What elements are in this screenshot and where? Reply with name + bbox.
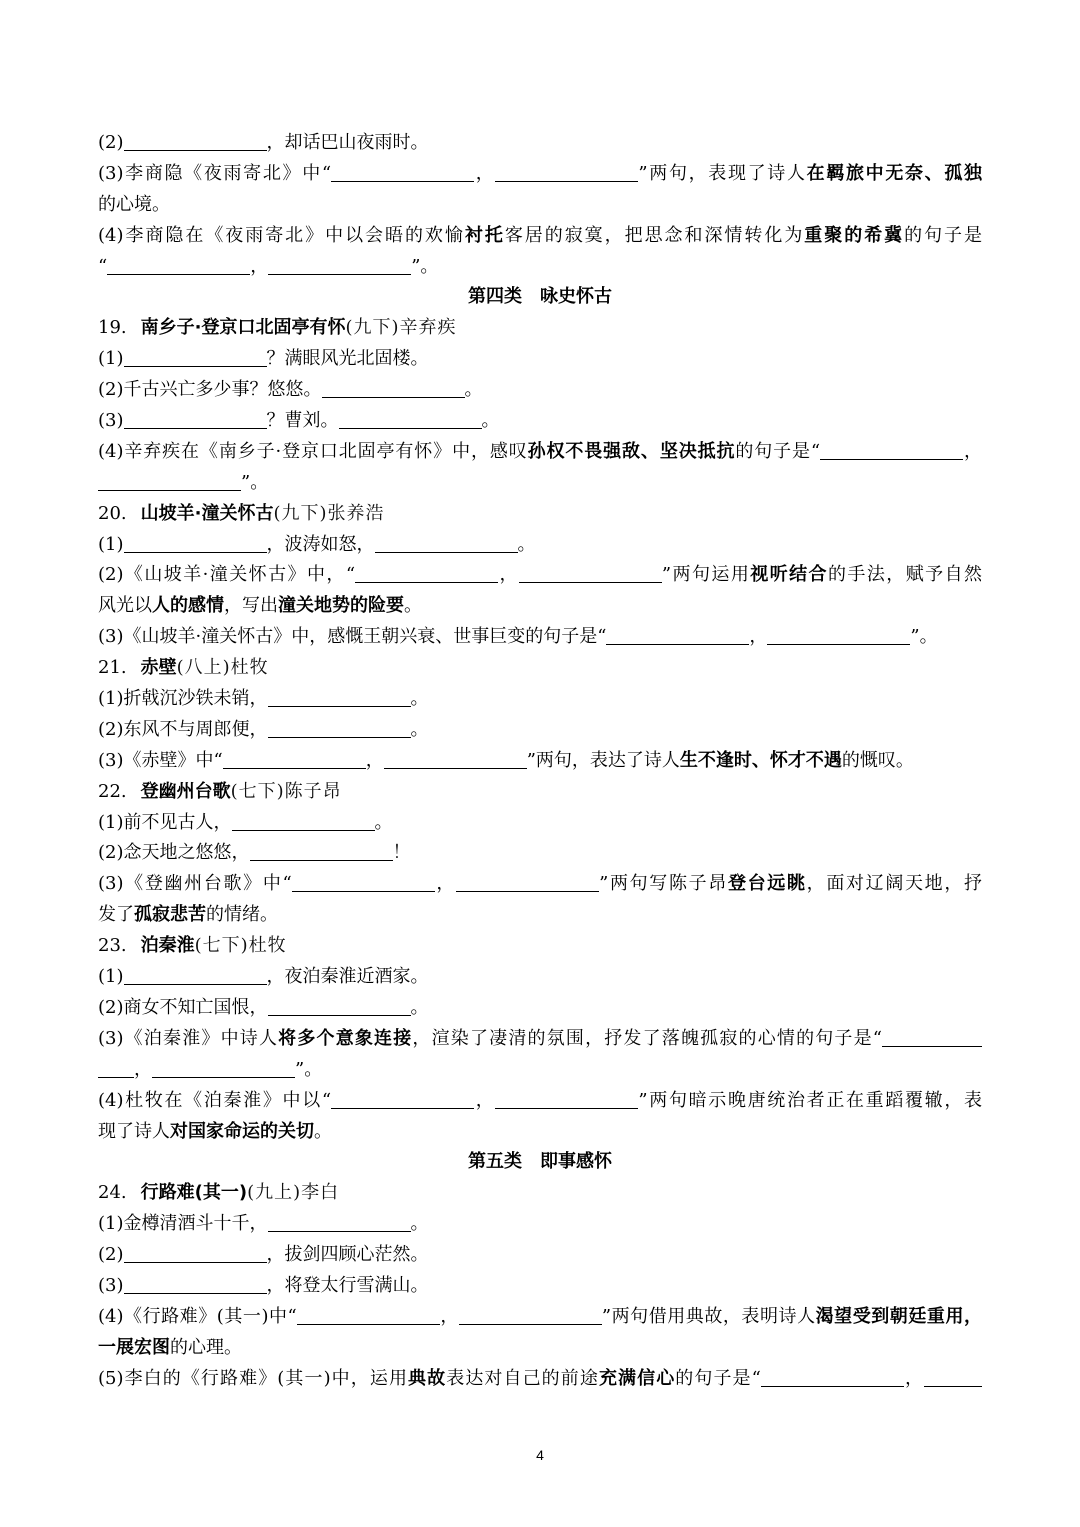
line-text: (1)金樽清酒斗十千， [98,1213,268,1235]
line-text: ”两句运用 [661,564,751,586]
answer-blank [223,750,366,769]
text-line [98,900,982,931]
text-line [98,1117,982,1148]
line-text: (5)李白的《行路难》(其一)中，运用 [98,1367,409,1389]
emphasis-text: 重聚的希冀 [804,224,905,246]
answer-blank [331,163,474,182]
line-text: ， [498,564,519,586]
text-line [98,869,982,900]
answer-blank [98,472,241,491]
item-number: 20. [98,502,127,524]
line-text: ，面对辽阔天地，抒 [806,873,982,895]
emphasis-text: 渴望受到朝廷重用， [815,1305,982,1327]
emphasis-text: 将多个意象连接 [278,1027,413,1049]
line-text: 。 [410,1213,429,1235]
answer-blank [124,966,267,985]
poem-title [98,313,982,344]
text-line [98,252,982,283]
text-line [98,1209,982,1240]
emphasis-text: 生不逢时、怀才不遇 [679,749,842,771]
line-text: 发了 [98,904,134,926]
emphasis-text: 视听结合 [750,564,828,586]
line-text: (3)《赤壁》中“ [98,749,223,771]
line-text: (2)千古兴亡多少事？悠悠。 [98,379,322,401]
line-text: 的心境。 [98,193,170,215]
text-line [98,684,982,715]
answer-blank [519,564,662,583]
answer-blank [606,626,749,645]
answer-blank [268,688,411,707]
line-text: (1) [98,533,124,555]
line-text: 的句子是 [904,224,982,246]
poem-title [98,777,982,808]
line-text: (3)《泊秦淮》中诗人 [98,1027,279,1049]
poem-name: 南乡子·登京口北固亭有怀 [140,317,346,339]
line-text: (2)念天地之悠悠， [98,842,250,864]
page-number: 4 [536,1447,544,1463]
line-text: ， [474,162,496,184]
line-text: 风光以 [98,595,152,617]
line-text: 。 [374,811,393,833]
poem-name: 登幽州台歌 [140,780,231,802]
text-line [98,1024,982,1055]
line-text: 的句子是“ [675,1367,761,1389]
answer-blank [495,163,638,182]
text-line [98,159,982,190]
line-text: 。 [481,410,500,432]
text-line [98,1302,982,1333]
text-line [98,406,982,437]
line-text: ， [434,873,457,895]
answer-blank [268,997,411,1016]
emphasis-text: 人的感情 [152,595,224,617]
poem-name: 行路难(其一) [140,1182,248,1204]
line-text: 。 [464,379,483,401]
line-text: (3) [98,410,124,432]
line-text: 。 [517,533,536,555]
line-text: 。 [410,718,429,740]
line-text: ，将登太行雪满山。 [266,1274,429,1296]
line-text: (2)《山坡羊·潼关怀古》中，“ [98,564,356,586]
text-line [98,190,982,221]
emphasis-text: 在羁旅中无奈、孤独 [806,162,982,184]
emphasis-text: 潼关地势的险要 [278,595,404,617]
line-text: ”两句，表达了诗人 [526,749,680,771]
answer-blank [322,379,465,398]
text-line [98,437,982,468]
line-text: (1) [98,966,124,988]
poem-source: (九下)张养浩 [273,502,385,524]
line-text: (4)杜牧在《泊秦淮》中以“ [98,1089,332,1111]
item-number: 21. [98,657,127,679]
item-number: 22. [98,780,127,802]
emphasis-text: 登台远眺 [727,873,807,895]
line-text: 的情绪。 [206,904,278,926]
text-line [98,221,982,252]
line-text: (4)李商隐在《夜雨寄北》中以会晤的欢愉 [98,224,465,246]
section-heading: 第四类 咏史怀古 [468,286,612,308]
poem-source: (七下)杜牧 [194,935,287,957]
answer-blank [761,1368,904,1387]
answer-blank [124,348,267,367]
answer-blank [924,1368,982,1387]
answer-blank [250,842,393,861]
line-text: ， [365,749,384,771]
poem-name: 泊秦淮 [140,935,195,957]
line-text: (1)前不见古人， [98,811,232,833]
line-text: (2) [98,1244,124,1266]
poem-title [98,653,982,684]
text-line [98,1055,982,1086]
line-text: ？曹刘。 [266,410,339,432]
poem-source: (九上)李白 [247,1182,340,1204]
text-line [98,808,982,839]
line-text: ，写出 [224,595,278,617]
answer-blank [339,410,482,429]
item-number: 23. [98,935,127,957]
poem-title [98,931,982,962]
answer-blank [124,534,267,553]
answer-blank [297,1306,440,1325]
poem-source: (七下)陈子昂 [230,780,342,802]
emphasis-text: 孤寂悲苦 [134,904,206,926]
line-text: 。 [314,1120,332,1142]
line-text: (3)李商隐《夜雨寄北》中“ [98,162,332,184]
line-text: 表达对自己的前途 [446,1367,599,1389]
answer-blank [124,410,267,429]
text-line [98,128,982,159]
line-text: ，波涛如怒， [266,533,375,555]
line-text: (4)辛弃疾在《南乡子·登京口北固亭有怀》中，感叹 [98,440,528,462]
line-text: (3)《山坡羊·潼关怀古》中，感慨王朝兴衰、世事巨变的句子是“ [98,626,607,648]
line-text: (2)商女不知亡国恨， [98,996,268,1018]
emphasis-text: 充满信心 [598,1367,676,1389]
answer-blank [124,1244,267,1263]
text-line [98,344,982,375]
text-line [98,746,982,777]
line-text: (2) [98,132,124,153]
line-text: ”。 [241,471,269,493]
line-text: ， [963,440,982,462]
text-line [98,375,982,406]
line-text: ，夜泊秦淮近酒家。 [266,966,429,988]
answer-blank [107,256,250,275]
text-line [98,530,982,561]
line-text: 。 [410,688,429,710]
answer-blank [375,534,518,553]
answer-blank [820,441,963,460]
answer-blank [268,719,411,738]
answer-blank [268,256,411,275]
poem-title [98,499,982,530]
answer-blank [292,873,435,892]
text-line [98,1240,982,1271]
poem-title [98,1178,982,1209]
line-text: ，渲染了凄清的氛围，抒发了落魄孤寂的心情的句子是“ [412,1027,882,1049]
line-text: ”。 [910,626,938,648]
line-text: “ [98,255,108,277]
line-text: ”两句借用典故，表明诗人 [601,1305,816,1327]
line-text: (1) [98,348,124,370]
text-line [98,993,982,1024]
emphasis-text: 孙权不畏强敌、坚决抵抗 [527,440,736,462]
line-text: 现了诗人 [98,1120,170,1142]
line-text: ， [250,255,269,277]
answer-blank [232,812,375,831]
answer-blank [152,1059,295,1078]
answer-blank [882,1028,982,1047]
text-line [98,715,982,746]
line-text: ！ [392,842,411,864]
line-text: (4)《行路难》(其一)中“ [98,1305,297,1327]
line-text: ， [749,626,768,648]
answer-blank [456,873,599,892]
emphasis-text: 衬托 [464,224,505,246]
line-text: (3) [98,1274,124,1296]
line-text: ，却话巴山夜雨时。 [266,132,429,153]
emphasis-text: 典故 [408,1367,447,1389]
section-heading: 第五类 即事感怀 [468,1151,612,1173]
text-line [98,962,982,993]
answer-blank [355,564,498,583]
poem-source: (八上)杜牧 [176,657,269,679]
line-text: (1)折戟沉沙铁未销， [98,688,268,710]
poem-source: (九下)辛弃疾 [345,317,457,339]
line-text: ， [134,1058,152,1080]
text-line [98,1271,982,1302]
answer-blank [268,1213,411,1232]
line-text: ”两句，表现了诗人 [638,162,807,184]
text-line [98,468,982,499]
line-text: ， [903,1367,925,1389]
text-line [98,1364,982,1395]
line-text: ， [474,1089,496,1111]
emphasis-text: 对国家命运的关切 [170,1120,314,1142]
line-text: 的句子是“ [735,440,821,462]
line-text: 的慨叹。 [841,749,914,771]
poem-name: 山坡羊·潼关怀古 [140,502,274,524]
line-text: 的心理。 [170,1336,242,1358]
text-line [98,1333,982,1364]
line-text: (2)东风不与周郎便， [98,718,268,740]
text-line [98,591,982,622]
item-number: 19. [98,317,127,339]
line-text: 客居的寂寞，把思念和深情转化为 [504,224,805,246]
line-text: ”两句暗示晚唐统治者正在重蹈覆辙，表 [638,1089,982,1111]
line-text: ？满眼风光北固楼。 [266,348,429,370]
answer-blank [459,1306,602,1325]
poem-name: 赤壁 [140,657,177,679]
line-text: 。 [404,595,422,617]
line-text: ”两句写陈子昂 [599,873,728,895]
line-text: ，拔剑四顾心茫然。 [266,1244,429,1266]
line-text: ， [439,1305,459,1327]
line-text: (3)《登幽州台歌》中“ [98,873,292,895]
worksheet-page [98,128,982,1395]
answer-blank [495,1090,638,1109]
text-line [98,1086,982,1117]
text-line [98,560,982,591]
line-text: ”。 [295,1058,323,1080]
answer-blank [124,132,267,151]
line-text: 。 [410,996,429,1018]
answer-blank [331,1090,474,1109]
line-text: ”。 [411,255,439,277]
emphasis-text: 一展宏图 [98,1336,170,1358]
line-text: 的手法，赋予自然 [828,564,982,586]
answer-blank [384,750,527,769]
text-line [98,622,982,653]
answer-blank [98,1059,134,1078]
answer-blank [767,626,910,645]
text-line [98,838,982,869]
item-number: 24. [98,1182,127,1204]
answer-blank [124,1275,267,1294]
